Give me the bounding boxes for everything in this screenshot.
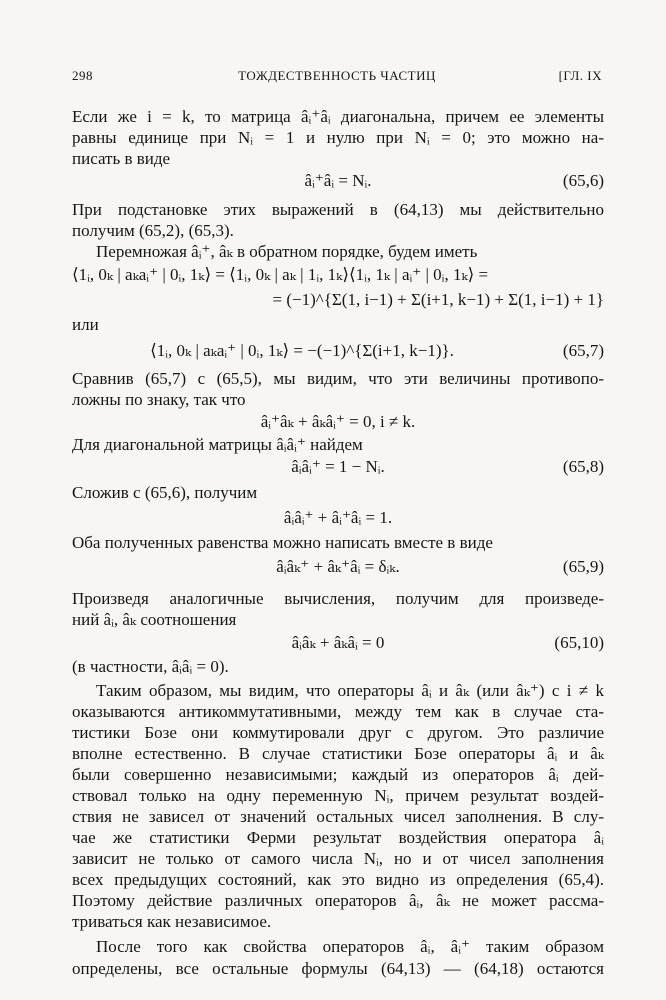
formula: âᵢâᵢ⁺ = 1 − Nᵢ. (291, 457, 385, 476)
equation-number: (65,8) (562, 457, 604, 476)
text-line: Таким образом, мы видим, что операторы âᵢ и âₖ (или âₖ⁺) с i ≠ k (96, 681, 604, 700)
formula: âᵢâₖ + âₖâᵢ = 0 (291, 633, 385, 652)
text-line: Сравнив (65,7) с (65,5), мы видим, что эти величины противопо- (72, 369, 604, 388)
text-line: Перемножая âᵢ⁺, âₖ в обратном порядке, будем иметь (96, 242, 478, 261)
formula: âᵢ⁺âₖ + âₖâᵢ⁺ = 0, i ≠ k. (260, 412, 416, 431)
chapter-label: [ГЛ. IX (558, 68, 602, 83)
text-line: вполне естественно. В случае статистики Бозе операторы âᵢ и âₖ (72, 744, 604, 763)
running-header (72, 68, 602, 90)
text-line: получим (65,2), (65,3). (72, 221, 234, 240)
text-line: ствия не зависел от значений остальных чисел заполнения. В слу- (72, 807, 604, 826)
text-line: всех предыдущих состояний, как это видно из определения (65,4). (72, 870, 604, 889)
page-number: 298 (72, 68, 93, 83)
text-line: При подстановке этих выражений в (64,13) мы действительно (72, 200, 604, 219)
text-line: зависит не только от самого числа Nᵢ, но и от чисел заполнения (72, 849, 604, 868)
formula: âᵢâᵢ⁺ + âᵢ⁺âᵢ = 1. (283, 508, 393, 527)
text-line: ложны по знаку, так что (72, 390, 246, 409)
text-line: ний âᵢ, âₖ соотношения (72, 610, 237, 629)
equation-number: (65,6) (562, 171, 604, 190)
formula: âᵢ⁺âᵢ = Nᵢ. (304, 171, 372, 190)
text-line: Для диагональной матрицы âᵢâᵢ⁺ найдем (72, 435, 363, 454)
text-line: определены, все остальные формулы (64,13) — (64,18) остаются (72, 959, 604, 978)
text-line: триваться как независимое. (72, 912, 272, 931)
text-line: чае же статистики Ферми результат воздействия оператора âᵢ (72, 828, 604, 847)
formula: ⟨1ᵢ, 0ₖ | aₖaᵢ⁺ | 0ᵢ, 1ₖ⟩ = −(−1)^{Σ(i+1, k−1)}. (150, 341, 454, 360)
equation-number: (65,7) (562, 341, 604, 360)
text-line: Сложив с (65,6), получим (72, 483, 258, 502)
text-line: оказываются антикоммутативными, между тем как в случае ста- (72, 702, 604, 721)
text-line: После того как свойства операторов âᵢ, âᵢ⁺ таким образом (96, 937, 604, 956)
formula: ⟨1ᵢ, 0ₖ | aₖaᵢ⁺ | 0ᵢ, 1ₖ⟩ = ⟨1ᵢ, 0ₖ | aₖ | 1ᵢ, 1ₖ⟩⟨1ᵢ, 1ₖ | aᵢ⁺ | 0ᵢ, 1ₖ⟩ = (72, 265, 489, 284)
formula: âᵢâₖ⁺ + âₖ⁺âᵢ = δᵢₖ. (276, 557, 400, 576)
text-line: равны единице при Nᵢ = 1 и нулю при Nᵢ = 0; это можно на- (72, 128, 604, 147)
text-line: Если же i = k, то матрица âᵢ⁺âᵢ диагональна, причем ее элементы (72, 107, 604, 126)
chapter-title: ТОЖДЕСТВЕННОСТЬ ЧАСТИЦ (238, 68, 436, 83)
equation-number: (65,10) (554, 633, 604, 652)
text-line: тистики Бозе они коммутировали друг с другом. Это различие (72, 723, 604, 742)
text-line: писать в виде (72, 149, 171, 168)
text-line: Поэтому действие различных операторов âᵢ, âₖ не может рассма- (72, 891, 604, 910)
text-line: Произведя аналогичные вычисления, получим для произведе- (72, 589, 604, 608)
text-line: Оба полученных равенства можно написать вместе в виде (72, 533, 493, 552)
text-line: (в частности, âᵢâᵢ = 0). (72, 657, 229, 676)
equation-number: (65,9) (562, 557, 604, 576)
text-line: были совершенно независимыми; каждый из операторов âᵢ дей- (72, 765, 604, 784)
formula: = (−1)^{Σ(1, i−1) + Σ(i+1, k−1) + Σ(1, i−1) + 1} (272, 290, 604, 309)
text-line: ствовал только на одну переменную Nᵢ, причем результат воздей- (72, 786, 604, 805)
text-line: или (72, 315, 99, 334)
